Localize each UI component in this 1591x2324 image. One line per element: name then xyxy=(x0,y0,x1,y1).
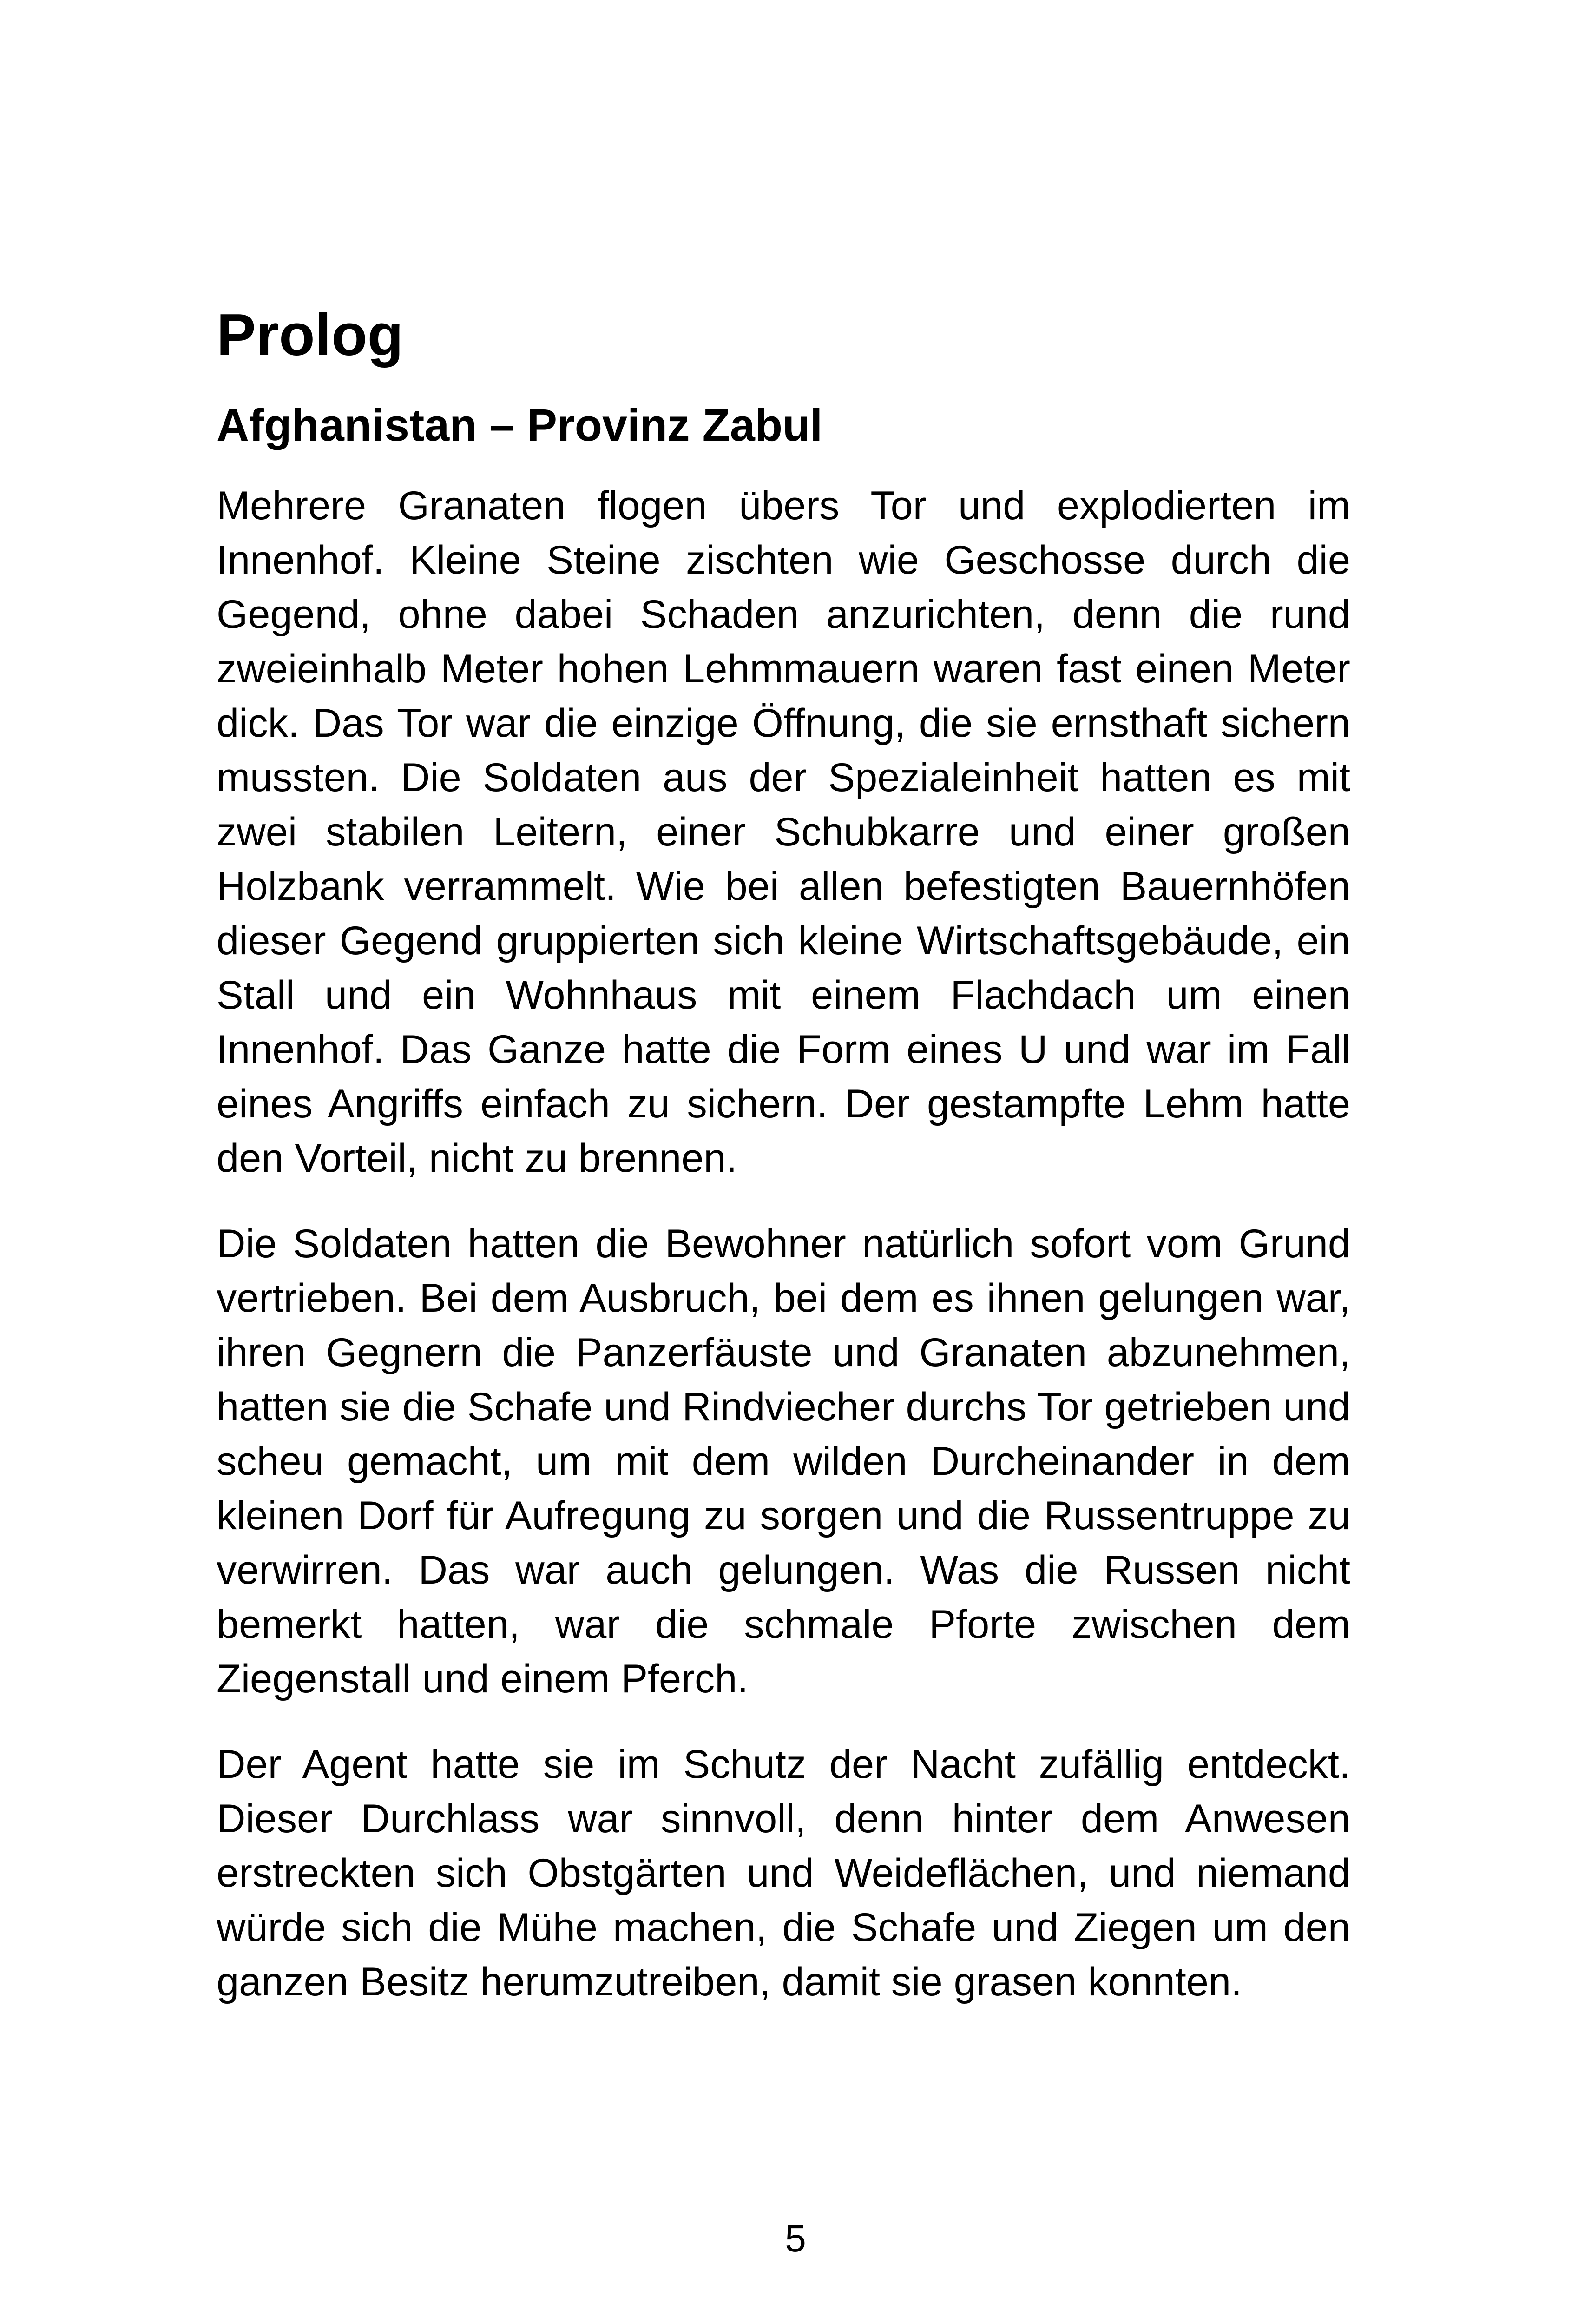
page-content xyxy=(217,297,1350,2040)
paragraph-2: Die Soldaten hatten die Bewohner natürlich sofort vom Grund vertrieben. Bei dem Ausbruch, bei dem es ihnen gelungen war, ihren Gegnern die Panzerfäuste und Granaten abzunehmen, hatten sie die Schafe und Rindviecher durchs Tor getrieben und scheu gemacht, um mit dem wilden Durcheinander in dem kleinen Dorf für Aufregung zu sorgen und die Russentruppe zu verwirren. Das war auch gelungen. Was die Russen nicht bemerkt hatten, war die schmale Pforte zwischen dem Ziegenstall und einem Pferch. xyxy=(217,1221,1350,1701)
paragraph-3: Der Agent hatte sie im Schutz der Nacht zufällig entdeckt. Dieser Durchlass war sinnvoll, denn hinter dem Anwesen erstreckten sich Obstgärten und Weideflächen, und niemand würde sich die Mühe machen, die Schafe und Ziegen um den ganzen Besitz herumzutreiben, damit sie grasen konnten. xyxy=(217,1742,1350,2004)
paragraph-1: Mehrere Granaten flogen übers Tor und explodierten im Innenhof. Kleine Steine zischten wie Geschosse durch die Gegend, ohne dabei Schaden anzurichten, denn die rund zweieinhalb Meter hohen Lehmmauern waren fast einen Meter dick. Das Tor war die einzige Öffnung, die sie ernsthaft sichern mussten. Die Soldaten aus der Spezialeinheit hatten es mit zwei stabilen Leitern, einer Schubkarre und einer großen Holzbank verrammelt. Wie bei allen befestigten Bauernhöfen dieser Gegend gruppierten sich kleine Wirtschaftsgebäude, ein Stall und ein Wohnhaus mit einem Flachdach um einen Innenhof. Das Ganze hatte die Form eines U und war im Fall eines Angriffs einfach zu sichern. Der gestampfte Lehm hatte den Vorteil, nicht zu brennen. xyxy=(217,483,1350,1181)
chapter-title: Prolog xyxy=(217,302,404,368)
page-number: 5 xyxy=(785,2218,806,2260)
chapter-subtitle: Afghanistan – Provinz Zabul xyxy=(217,400,823,450)
